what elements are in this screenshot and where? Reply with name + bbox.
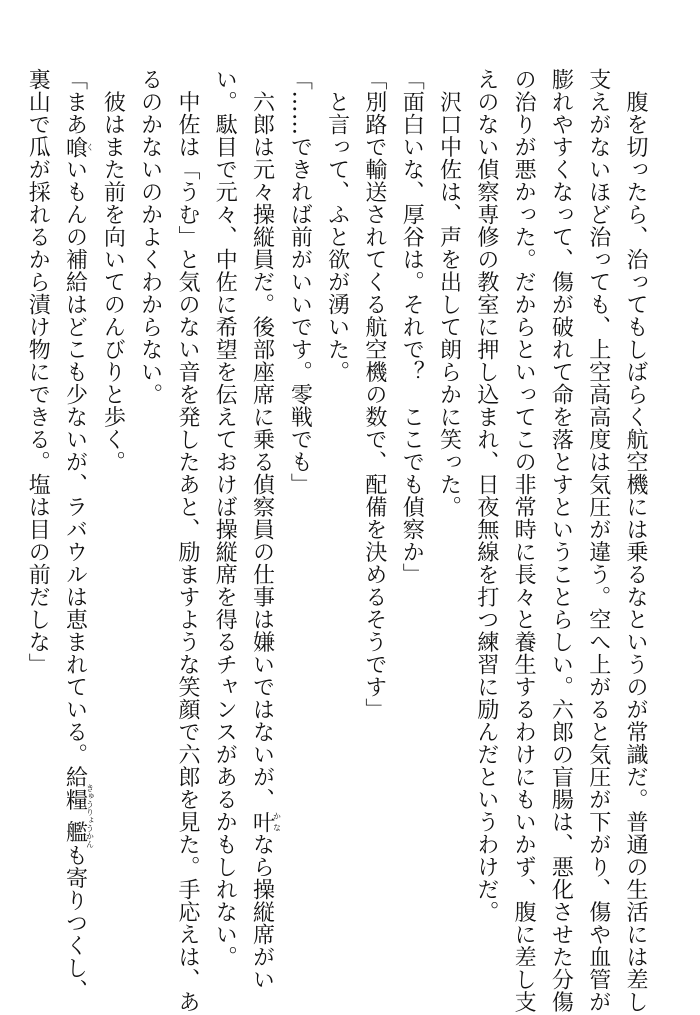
ruby-kana	[249, 810, 282, 834]
text-line-2: 支えがないほど治っても、上空高高度は気圧が違う。空へ上がると気圧が下がり、傷や血管が	[585, 68, 611, 1013]
vertical-text-body	[19, 68, 654, 1013]
ruby-ku	[62, 135, 95, 159]
text-line-4: の治りが悪かった。だからといってこの非常時に長々と養生するわけにもいかず、腹に差し支	[511, 68, 537, 1013]
text-line-11-tail: なら操縦席がい	[249, 833, 275, 991]
text-line-11-head: 六郎は元々操縦員だ。後部座席に乗る偵察員の仕事は嫌いではないが、	[249, 68, 275, 811]
text-line-16-mid: いもんの補給はどこも少ないが、ラバウルは恵まれている。給	[62, 158, 88, 788]
text-line-6: 沢口中佐は、声を出して朗らかに笑った。	[436, 68, 462, 518]
text-line-16-head: 「まあ	[62, 68, 88, 136]
text-line-11	[243, 68, 282, 991]
text-line-3: 膨れやすくなって、傷が破れて命を落とすということらしい。六郎の盲腸は、悪化させた分傷	[548, 68, 574, 1013]
ruby-base-kyuryokan: 糧艦	[62, 784, 88, 848]
text-line-13: 中佐は「うむ」と気のない音を発したあと、励ますような笑顔で六郎を見た。手応えは、あ	[174, 68, 200, 1013]
text-line-14: るのかないのかよくわからない。	[137, 68, 163, 406]
ruby-reading-ku: く	[85, 135, 95, 158]
text-line-5: えのない偵察専修の教室に押し込まれ、日夜無線を打つ練習に励んだというわけだ。	[473, 68, 499, 923]
text-line-16	[56, 68, 95, 1002]
text-line-15: 彼はまた前を向いてのんびりと歩く。	[100, 68, 126, 473]
text-line-7: 「面白いな、厚谷は。それで？ ここでも偵察か」	[399, 68, 425, 586]
ruby-kyuryokan	[62, 784, 95, 848]
text-line-16-tail: も寄りつくし、	[62, 844, 88, 1002]
ruby-base-ku: 喰	[62, 135, 88, 158]
text-line-9: と言って、ふと欲が湧いた。	[324, 68, 350, 383]
text-line-10: 「……できれば前がいいです。零戦でも」	[287, 68, 313, 496]
text-line-17: 裏山で瓜が採れるから漬け物にできる。塩は目の前だしな」	[25, 68, 51, 676]
ruby-reading-kana: かな	[272, 810, 282, 833]
ruby-base-kana: 叶	[249, 810, 275, 833]
text-line-12: い。駄目で元々、中佐に希望を伝えておけば操縦席を得るチャンスがあるかもしれない。	[212, 68, 238, 968]
ruby-reading-kyuryokan: きゅうりょうかん	[85, 784, 95, 848]
text-line-8: 「別路で輸送されてくる航空機の数で、配備を決めるそうです」	[361, 68, 387, 721]
text-line-1: 腹を切ったら、治ってもしばらく航空機には乗るなというのが常識だ。普通の生活には差し	[623, 68, 648, 1013]
